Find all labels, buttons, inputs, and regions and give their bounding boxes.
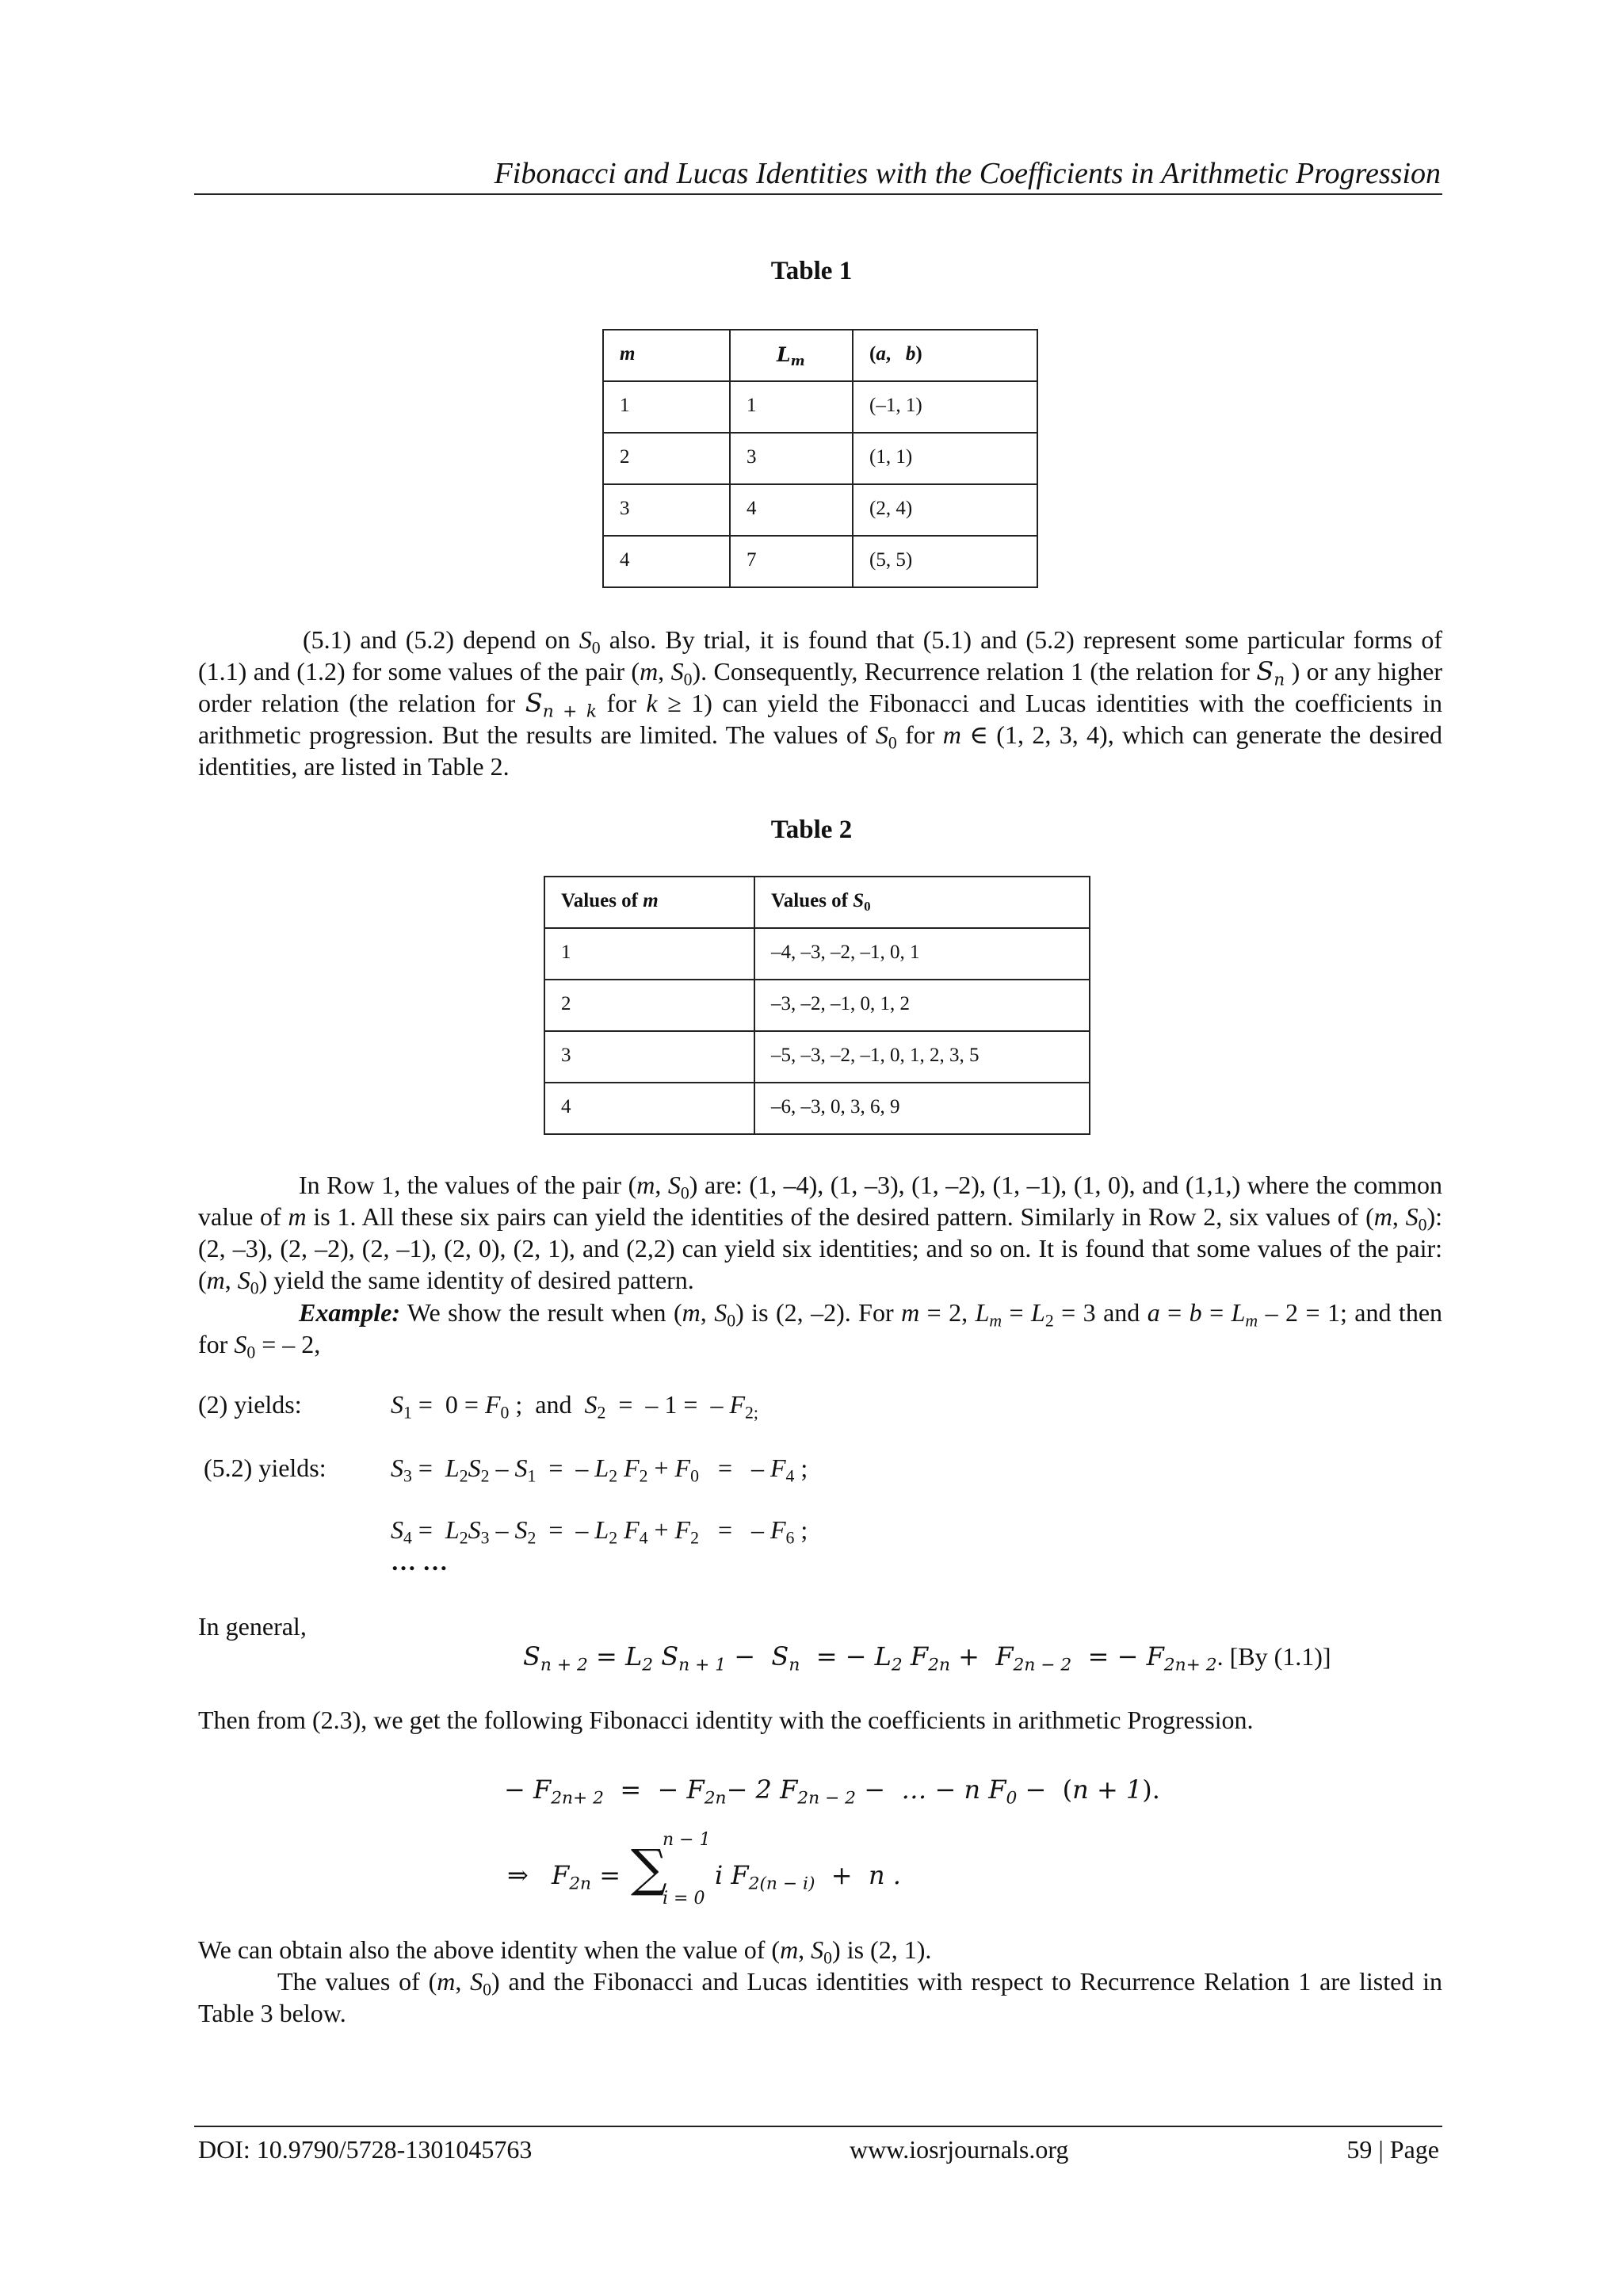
table2-caption: Table 2 [770, 816, 853, 844]
paragraph-table3-intro: The values of (m, $S_0$) and the Fibonacci and Lucas identities with respect to Recurrence Relation 1 are listed in Table 3 below. [198, 1967, 1443, 2027]
column-header-ab: (a, b) [853, 330, 1037, 381]
paragraph-s0-dependence: (5.1) and (5.2) depend on $S_0$ also. By trial, it is found that (5.1) and (5.2) represent some particular forms of (1.1) and (1.2) for some values of the pair (m, $S_0$). Consequently, Recurrence relation 1 (the relation for $S_n$ ) or any higher order relation (the relation for $S_{n + k}$ for k ≥ 1) can yield the Fibonacci and Lucas identities with the coefficients in arithmetic progression. But the results are limited. The values of $S_0$ for m ∈ (1, 2, 3, 4), which can generate the desired identities, are listed in Table 2. [198, 625, 1443, 781]
eq-label-5-2-yields: (5.2) yields: [204, 1454, 327, 1482]
table-row: 3 –5, –3, –2, –1, 0, 1, 2, 3, 5 [544, 1031, 1090, 1083]
table-row: 4 –6, –3, 0, 3, 6, 9 [544, 1083, 1090, 1134]
column-header-values-of-s0: Values of $S_0$ [754, 877, 1090, 928]
table-row: 1 1 (–1, 1) [603, 381, 1037, 433]
eq-label-2-yields: (2) yields: [198, 1390, 302, 1419]
footer-page-number: 59 | Page [1346, 2135, 1439, 2164]
eq-s3: $S_3 = L_2S_2 - S_1$ = – $L_2$ $F_2 + F_0$ = – $F_4$ ; [391, 1454, 808, 1486]
footer-rule [194, 2126, 1442, 2127]
obtain-text: We can obtain also the above identity when the value of (m, $S_0$) is (2, 1). [198, 1935, 932, 1968]
table-row: 2 –3, –2, –1, 0, 1, 2 [544, 980, 1090, 1031]
eq-ellipsis: … … [391, 1547, 448, 1576]
eq-f2n-sum: ⇒ $F_{2n}$ = ∑ n − 1 i = 0 i $F_{2(n - i)} + n$ . [507, 1830, 901, 1908]
paragraph-example: Example: We show the result when (m, $S_0$) is (2, –2). For m = 2, $L_m = L_2 = 3$ and $a = b = L_m - 2 = 1$; and then for $S_0$ = – 2, [198, 1298, 1443, 1362]
column-header-lm: $L_m$ [730, 330, 853, 381]
eq-s4: $S_4 = L_2S_3 - S_2$ = – $L_2$ $F_4 + F_2$ = – $F_6$ ; [391, 1515, 808, 1548]
eq-fibonacci-identity: − $F_{2n+ 2}$ = − $F_{2n}- 2$ $F_{2n - 2}$ − … − n $F_0 - (n + 1)$. [504, 1775, 1160, 1809]
footer-site: www.iosrjournals.org [850, 2135, 1069, 2164]
table-header-row [603, 330, 1037, 381]
footer-doi: DOI: 10.9790/5728-1301045763 [198, 2135, 533, 2164]
in-general-label: In general, [198, 1612, 307, 1641]
table2 [544, 876, 1090, 1135]
header-rule [194, 193, 1442, 195]
then-from-text: Then from (2.3), we get the following Fibonacci identity with the coefficients in arithmetic Progression. [198, 1706, 1254, 1734]
eq-s1-s2: $S_1 = 0 = F_0$ ; and $S_2$ = – 1 = – $F_{2;}$ [391, 1390, 758, 1423]
table-row: 2 3 (1, 1) [603, 433, 1037, 484]
table-row: 4 7 (5, 5) [603, 536, 1037, 587]
eq-general-recurrence: $S_{n + 2} = L_2$ $S_{n + 1} - S_n$ = − $L_2$ $F_{2n} + F_{2n - 2}$ = − $F_{2n+ 2}$. [By (1.1)] [523, 1641, 1331, 1675]
column-header-m: m [603, 330, 730, 381]
table1-caption: Table 1 [770, 257, 853, 285]
running-title: Fibonacci and Lucas Identities with the Coefficients in Arithmetic Progression [494, 157, 1441, 190]
table-row: 1 –4, –3, –2, –1, 0, 1 [544, 928, 1090, 980]
table-row: 3 4 (2, 4) [603, 484, 1037, 536]
table-header-row [544, 877, 1090, 928]
table1 [602, 329, 1038, 588]
paragraph-row-pairs: In Row 1, the values of the pair (m, $S_0$) are: (1, –4), (1, –3), (1, –2), (1, –1), (1, 0), and (1,1,) where the common value of m is 1. All these six pairs can yield the identities of the desired pattern. Similarly in Row 2, six values of (m, $S_0$): (2, –3), (2, –2), (2, –1), (2, 0), (2, 1), and (2,2) can yield six identities; and so on. It is found that some values of the pair: (m, $S_0$) yield the same identity of desired pattern. [198, 1171, 1443, 1298]
column-header-values-of-m: Values of m [544, 877, 754, 928]
